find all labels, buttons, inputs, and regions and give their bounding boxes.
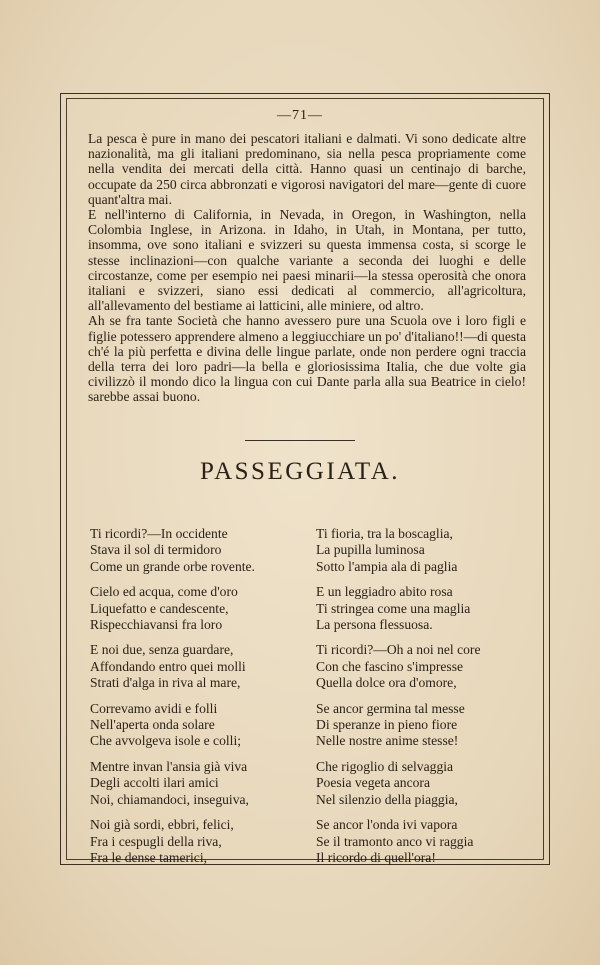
poem-line: Poesia vegeta ancora: [316, 775, 430, 791]
poem-stanza: [90, 759, 300, 808]
poem-line: Che avvolgeva isole e colli;: [90, 733, 241, 749]
poem-line: Noi già sordi, ebbri, felici,: [90, 817, 234, 833]
prose-paragraph: La pesca è pure in mano dei pescatori italiani e dalmati. Vi sono dedicate altre nazionalità, ma gli italiani predominano, sia nella pesca propriamente come nella vendita dei mercati della città. Hanno quasi un centinajo di barche, occupate da 250 circa abbronzati e vigorosi navigatori del mare—gente di cuore quant'altra mai.: [88, 131, 526, 207]
poem-line: Ti ricordi?—In occidente: [90, 526, 228, 541]
poem-line: Nel silenzio della piaggia,: [316, 791, 458, 807]
poem-line: E noi due, senza guardare,: [90, 642, 234, 658]
poem-line: Ti stringea come una maglia: [316, 600, 471, 616]
prose-paragraph: Ah se fra tante Società che hanno avessero pure una Scuola ove i loro figli e figlie potessero apprendere almeno a leggiucchiare un po' d'italiano!!—di questa ch'é la più perfetta e divina delle lingue parlate, onde non perdere ogni traccia della terra dei loro padri—la bella e gloriosissima Italia, che due volte gia civilizzò il mondo dico la lingua con cui Dante parla alla sua Beatrice in cielo! sarebbe assai buono.: [88, 313, 526, 405]
poem-line: Nell'aperta onda solare: [90, 717, 215, 733]
poem-line: Con che fascino s'impresse: [316, 658, 464, 674]
poem-line: Di speranze in pieno fiore: [316, 717, 458, 733]
poem-stanza: [90, 642, 300, 691]
poem-title: PASSEGGIATA.: [199, 458, 401, 485]
poem-right-column: [316, 526, 536, 875]
poem-line: Cielo ed acqua, come d'oro: [90, 584, 238, 600]
poem-line: Se il tramonto anco vi raggia: [316, 833, 474, 849]
poem-line: Correvamo avidi e folli: [90, 700, 218, 716]
poem-line: Come un grande orbe rovente.: [90, 558, 255, 574]
poem-stanza: [316, 701, 536, 750]
poem-line: Nelle nostre anime stesse!: [316, 733, 459, 749]
poem-line: E un leggiadro abito rosa: [316, 584, 453, 600]
poem-stanza: [316, 584, 536, 633]
poem-line: Fra le dense tamerici,: [90, 849, 208, 865]
poem-line: Sotto l'ampia ala di paglia: [316, 558, 458, 574]
poem-stanza: [316, 759, 536, 808]
poem-line: Ti ricordi?—Oh a noi nel core: [316, 642, 481, 658]
poem-line: Rispecchiavansi fra loro: [90, 617, 223, 633]
poem-line: Liquefatto e candescente,: [90, 600, 229, 616]
poem-stanza: [90, 701, 300, 750]
poem-stanza: [316, 817, 536, 866]
poem-line: Ti fioria, tra la boscaglia,: [316, 526, 453, 541]
section-divider: [245, 440, 355, 441]
prose-section: [88, 131, 526, 405]
poem-line: Che rigoglio di selvaggia: [316, 758, 454, 774]
poem-line: Quella dolce ora d'omore,: [316, 675, 457, 691]
poem-line: Fra i cespugli della riva,: [90, 833, 222, 849]
poem-stanza: [90, 526, 300, 575]
poem-line: La pupilla luminosa: [316, 542, 425, 558]
poem-stanza: [90, 584, 300, 633]
poem-line: Se ancor germina tal messe: [316, 700, 465, 716]
poem-line: Il ricordo di quell'ora!: [316, 849, 436, 865]
prose-paragraph: E nell'interno di California, in Nevada, in Oregon, in Washington, nella Colombia Inglese, in Arizona. in Idaho, in Utah, in Montana, per tutto, insomma, ove sono italiani e svizzeri su questa immensa costa, si scorge le stesse inclinazioni—con qualche variante a seconda dei luoghi e delle circostanze, come per esempio nei paesi minarii—la stessa operosità che onora italiani e svizzeri, siano essi dedicati al commercio, all'agricoltura, all'allevamento del bestiame ai latticini, alle miniere, od altro.: [88, 207, 526, 314]
poem-stanza: [316, 526, 536, 575]
poem-stanza: [90, 817, 300, 866]
poem-line: Noi, chiamandoci, inseguiva,: [90, 791, 249, 807]
poem-stanza: [316, 642, 536, 691]
poem-line: Affondando entro quei molli: [90, 658, 246, 674]
poem-line: Mentre invan l'ansia già viva: [90, 758, 248, 774]
page-number: —71—: [277, 108, 323, 123]
poem-line: Degli accolti ilari amici: [90, 775, 219, 791]
poem-line: La persona flessuosa.: [316, 617, 433, 633]
poem-line: Strati d'alga in riva al mare,: [90, 675, 241, 691]
poem-line: Se ancor l'onda ivi vapora: [316, 817, 458, 833]
poem-line: Stava il sol di termidoro: [90, 542, 222, 558]
poem-left-column: [90, 526, 300, 875]
